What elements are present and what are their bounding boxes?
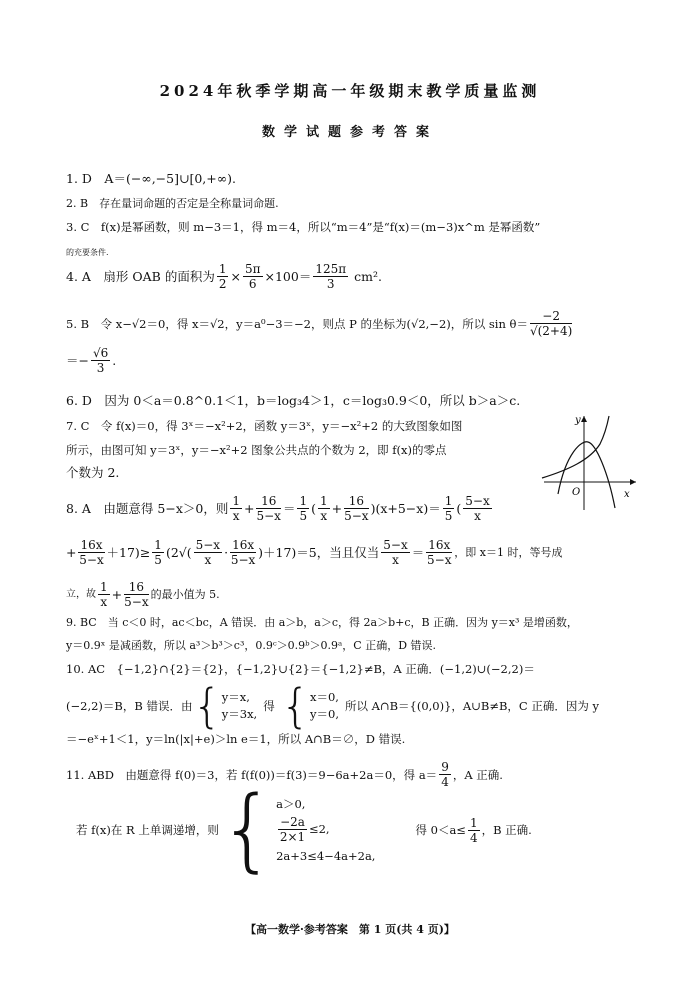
answer-5-line2: ＝− $\frac{√6}{3}$ . — [66, 346, 117, 375]
brace-1: { — [192, 679, 222, 733]
fraction-9-4: $\frac{9}{4}$ — [441, 760, 449, 789]
answer-10-line1: 10. AC {−1,2}∩{2}＝{2}，{−1,2}∪{2}＝{−1,2}≠B，A 正确．(−1,2)∪(−2,2)＝ — [66, 662, 535, 676]
answer-10-line3: ＝−eˣ+1＜1，y＝ln(|x|+e)＞ln e＝1，所以 A∩B＝∅，D 错误. — [66, 732, 406, 746]
page-footer: 【高一数学·参考答案 第 1 页(共 4 页)】 — [245, 923, 455, 936]
fraction-1-4: $\frac{1}{4}$ — [469, 815, 478, 845]
answer-8-text: 8. A 由题意得 5−x＞0，则 — [66, 500, 229, 516]
answer-7-line2: 所示，由图可知 y＝3ˣ，y＝−x²+2 图象公共点的个数为 2，即 f(x)的零点 — [66, 443, 447, 457]
answer-1: 1. D A＝(−∞,−5]∪[0,+∞). — [66, 171, 237, 186]
parabola-curve — [558, 442, 615, 508]
answer-2: 2. B 存在量词命题的否定是全称量词命题. — [66, 197, 279, 210]
x-label: x — [624, 489, 630, 500]
answer-8-ge: ＋17)≥ — [106, 544, 151, 560]
answer-9-line2: y＝0.9ˣ 是减函数，所以 a³＞b³＞c³，0.9ᶜ＞0.9ᵇ＞0.9ᵃ，C 正确，D 错误. — [66, 639, 437, 652]
answer-7-line3: 个数为 2. — [66, 465, 120, 480]
answer-6: 6. D 因为 0＜a＝0.8^0.1＜1，b＝log₃4＞1，c＝log₃0.9＜0，所以 b＞a＞c. — [66, 393, 521, 408]
fraction-sin: $\frac{-2}{√(2+4)}$ — [529, 309, 573, 338]
answer-3-line1: 3. C f(x)是幂函数，则 m−3＝1，得 m＝4，所以“m＝4”是“f(x)＝(m−3)x^m 是幂函数” — [66, 220, 541, 234]
y-axis-arrow — [581, 416, 587, 422]
answer-3-line2: 的充要条件. — [66, 248, 109, 257]
answer-5-line1 — [66, 309, 574, 338]
answer-11-line2: 若 f(x)在 R 上单调递增，则 { a＞0, $\frac{-2a}{2\times 1}$ ≤2, 2a+3≤4−4a+2a, 得 0＜a≤ $\frac{1}{4}$ ，B 正确. — [76, 777, 532, 882]
fraction-1-5: $\frac{1}{5}$ — [299, 494, 308, 523]
page-title: 2024年秋季学期高一年级期末教学质量监测 — [159, 82, 541, 100]
answer-5-text: 5. B 令 x−√2＝0，得 x＝√2，y＝a⁰−3＝−2，则点 P 的坐标为(√2,−2)，所以 sin θ＝ — [66, 316, 528, 331]
system-3: a＞0, $\frac{-2a}{2\times 1}$ ≤2, 2a+3≤4−4a+2a, — [276, 796, 376, 863]
function-graph — [538, 412, 638, 512]
answer-7-line1: 7. C 令 f(x)＝0，得 3ˣ＝−x²+2，函数 y＝3ˣ，y＝−x²+2 的大致图象如图 — [66, 419, 463, 433]
brace-2: { — [280, 679, 310, 733]
fraction-1-2: $\frac{1}{2}$ — [218, 262, 227, 291]
answer-8-when: ，即 x＝1 时，等号成 — [454, 545, 563, 559]
fraction-2a: $\frac{-2a}{2\times 1}$ — [279, 814, 306, 844]
y-label: y — [575, 415, 581, 426]
fraction-16-5x: $\frac{16}{5-x}$ — [256, 494, 281, 523]
system-2: x＝0, y＝0, — [310, 690, 339, 721]
fraction-125pi-3: $\frac{125\pi}{3}$ — [315, 262, 347, 291]
brace-3: { — [218, 777, 277, 882]
fraction-1-x: $\frac{1}{x}$ — [232, 494, 240, 523]
fraction-16x-5x: $\frac{16x}{5-x}$ — [79, 538, 104, 567]
answer-8-eq: ＋17)＝5，当且仅当 — [263, 544, 380, 560]
answer-8-line2: + $\frac{16x}{5-x}$ ＋17)≥ $\frac{1}{5}$ (2√( $\frac{5-x}{x}$ · $\frac{16x}{5-x}$ ) ＋17)＝5，当且仅当 $\frac{5-x}{x}$ ＝ $\frac{16x}{5-x}$ ，即 x＝1 时，等号成 — [66, 538, 563, 567]
answer-4: 4. A 扇形 OAB 的面积为 $\frac{1}{2}$ × $\frac{5\pi}{6}$ ×100＝ $\frac{125\pi}{3}$ cm². — [66, 262, 382, 291]
answer-9-line1: 9. BC 当 c＜0 时，ac＜bc，A 错误．由 a＞b，a＞c，得 2a＞b+c，B 正确．因为 y＝x³ 是增函数， — [66, 616, 578, 629]
answer-10-line2: (−2,2)＝B，B 错误．由 { y＝x, y＝3x, 得 { x＝0, y＝0, 所以 A∩B＝{(0,0)}，A∪B≠B，C 正确．因为 y — [66, 679, 600, 733]
answer-11-line1: 11. ABD 由题意得 f(0)＝3，若 f(f(0))＝f(3)＝9−6a+2a＝0，得 a＝ $\frac{9}{4}$ ，A 正确. — [66, 760, 503, 789]
x-axis-arrow — [630, 479, 636, 485]
answer-4-unit: cm². — [354, 268, 382, 284]
fraction-5pi-6: $\frac{5\pi}{6}$ — [244, 262, 261, 291]
fraction-sqrt6-3: $\frac{√6}{3}$ — [92, 346, 109, 375]
system-1: y＝x, y＝3x, — [221, 690, 258, 721]
answer-5-eq: ＝− — [66, 352, 89, 368]
page-subtitle: 数学试题参考答案 — [261, 125, 438, 140]
answer-4-text: 4. A 扇形 OAB 的面积为 — [66, 268, 215, 284]
times-100: ×100＝ — [264, 268, 312, 284]
origin-label: O — [572, 487, 581, 498]
answer-8-line3: 立，故 $\frac{1}{x}$ + $\frac{16}{5-x}$ 的最小值为 5. — [66, 580, 220, 609]
answer-8-line1: 8. A 由题意得 5−x＞0，则 $\frac{1}{x}$ + $\frac{16}{5-x}$ ＝ $\frac{1}{5}$ ( $\frac{1}{x}$ + $\frac{16}{5-x}$ )(x+5−x)＝ $\frac{1}{5}$ ( $\frac{5-x}{x}$ — [66, 494, 490, 523]
